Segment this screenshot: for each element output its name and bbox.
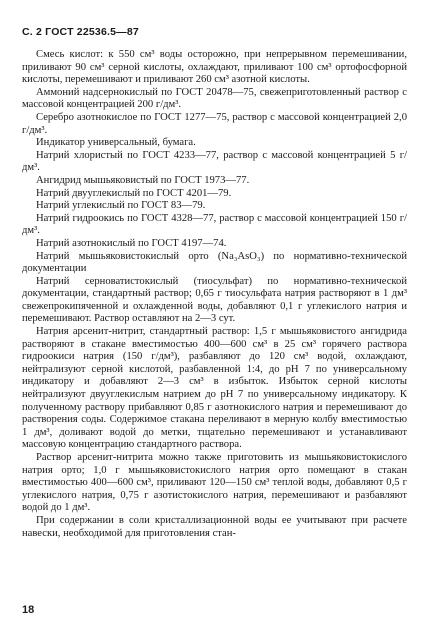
paragraph-sodium-carbonate: Натрий углекислый по ГОСТ 83—79. <box>36 200 206 212</box>
paragraph-sodium-chloride: Натрий хлористый по ГОСТ 4233—77, раствор с массовой концентрацией 5 г/дм³. <box>22 149 407 174</box>
paragraph-arsenite-nitrite-alternative: Раствор арсенит-нитрита можно также приготовить из мышьяковистокислого натрия орто; 1,0 г мышьяковистокислого натрия орто помещают в стакан вместимостью 400—600 см³, приливают 120—150 см³ теплой воды, добавляют 0,5 г углекислого натрия, 0,75 г азотистокислого натрия, перемешивают и разбавляют водой до 1 дм³. <box>22 452 407 514</box>
paragraph-sodium-hydroxide: Натрий гидроокись по ГОСТ 4328—77, раствор с массовой концентрацией 150 г/дм³. <box>22 212 407 237</box>
paragraph-sodium-arsenite: Натрий мышьяковистокислый орто (Na₃AsO₃) по нормативно-технической документации <box>22 250 407 275</box>
page-header: С. 2 ГОСТ 22536.5—87 <box>22 26 139 38</box>
paragraph-acid-mixture: Смесь кислот: к 550 см³ воды осторожно, при непрерывном перемешивании, приливают 90 см³ серной кислоты, охлаждают, приливают 100 см³ ортофосфорной кислоты, перемешивают и приливают 260 см³ азотной кислоты. <box>22 49 407 86</box>
paragraph-crystal-water: При содержании в соли кристаллизационной воды ее учитывают при расчете навески, необходимой для приготовления стан- <box>22 514 407 539</box>
paragraph-indicator: Индикатор универсальный, бумага. <box>36 137 196 149</box>
document-body <box>22 49 407 540</box>
paragraph-sodium-nitrate: Натрий азотнокислый по ГОСТ 4197—74. <box>36 237 227 249</box>
paragraph-silver-nitrate: Серебро азотнокислое по ГОСТ 1277—75, раствор с массовой концентрацией 2,0 г/дм³. <box>22 111 407 136</box>
paragraph-arsenic-anhydride: Ангидрид мышьяковистый по ГОСТ 1973—77. <box>36 174 250 186</box>
paragraph-ammonium-persulfate: Аммоний надсернокислый по ГОСТ 20478—75, свежеприготовленный раствор с массовой концентрацией 200 г/дм³. <box>22 86 407 111</box>
paragraph-sodium-bicarbonate: Натрий двууглекислый по ГОСТ 4201—79. <box>36 187 232 199</box>
paragraph-arsenite-nitrite-standard: Натрия арсенит-нитрит, стандартный раствор: 1,5 г мышьяковистого ангидрида растворяют в стакане вместимостью 400—600 см³ в 25 см³ горячего раствора гидроокиси натрия (150 г/дм³), разбавляют до 120 см³ водой, охлаждают, нейтрализуют серной кислотой, разбавленной 1:4, до pH 7 по универсальному индикатору и добавляют 2—3 см³ в избыток. Избыток серной кислоты нейтрализуют двууглекислым натрием до pH 7 по универсальному индикатору. К полученному раствору прибавляют 0,85 г азотнокислого натрия и перемешивают до растворения соды. Содержимое стакана переливают в мерную колбу вместимостью 1 дм³, доливают водой до метки, тщательно перемешивают и устанавливают массовую концентрацию стандартного раствора. <box>22 326 407 451</box>
page-number: 18 <box>22 604 35 616</box>
paragraph-sodium-thiosulfate: Натрий серноватистокислый (тиосульфат) по нормативно-технической документации, стандартный раствор; 0,65 г тиосульфата натрия растворяют в 1 дм³ свежепрокипяченной и охлажденной воды, добавляют 0,1 г углекислого натрия и перемешивают. Раствор оставляют на 2—3 сут. <box>22 275 407 325</box>
